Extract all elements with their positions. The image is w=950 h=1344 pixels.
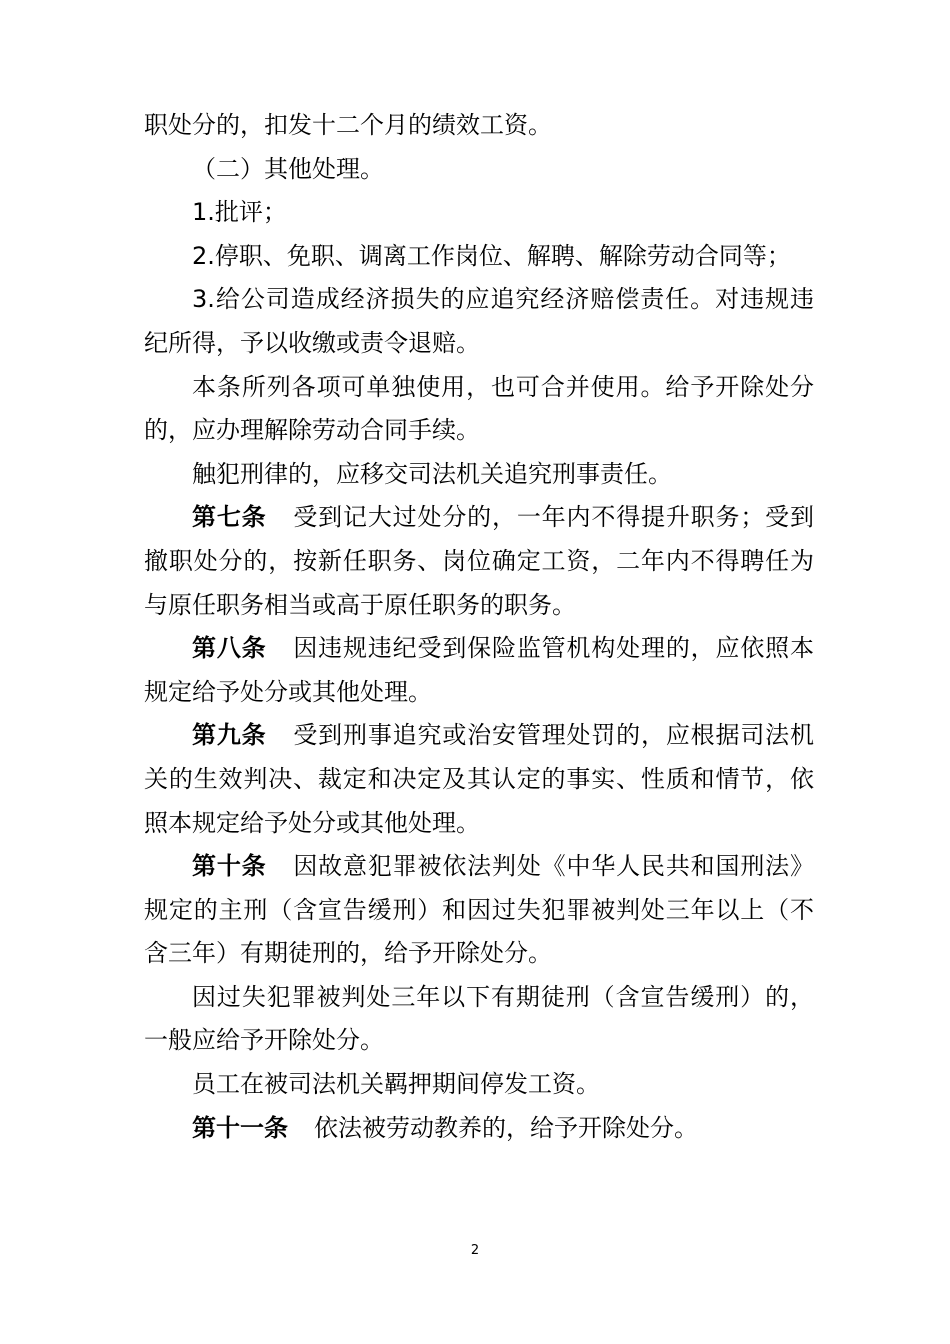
article-paragraph	[144, 496, 814, 627]
paragraph-text: 员工在被司法机关羁押期间停发工资。	[192, 1070, 600, 1099]
article-number: 第十条	[192, 852, 267, 881]
paragraph	[144, 278, 814, 365]
article-number: 第九条	[192, 721, 267, 750]
article-number: 第八条	[192, 634, 267, 663]
article-paragraph	[144, 627, 814, 714]
paragraph	[144, 191, 814, 235]
paragraph-text: 3.给公司造成经济损失的应追究经济赔偿责任。对违规违纪所得，予以收缴或责令退赔。	[144, 285, 814, 357]
paragraph	[144, 104, 814, 148]
article-paragraph	[144, 714, 814, 845]
paragraph-text: 1.批评；	[192, 198, 287, 227]
article-paragraph	[144, 845, 814, 976]
paragraph-text: 受到记大过处分的，一年内不得提升职务；受到撤职处分的，按新任职务、岗位确定工资，二年内不得聘任为与原任职务相当或高于原任职务的职务。	[144, 503, 814, 619]
paragraph	[144, 976, 814, 1063]
paragraph-text: （二）其他处理。	[192, 154, 384, 183]
paragraph	[144, 453, 814, 497]
article-number: 第十一条	[192, 1113, 288, 1142]
paragraph-text: 2.停职、免职、调离工作岗位、解聘、解除劳动合同等；	[192, 241, 791, 270]
paragraph	[144, 235, 814, 279]
article-paragraph	[144, 1107, 814, 1151]
page-number: 2	[470, 1243, 480, 1258]
document-body	[144, 104, 814, 1150]
paragraph	[144, 366, 814, 453]
paragraph-text: 因故意犯罪被依法判处《中华人民共和国刑法》规定的主刑（含宣告缓刑）和因过失犯罪被判处三年以上（不含三年）有期徒刑的，给予开除处分。	[144, 852, 814, 968]
paragraph-text: 因违规违纪受到保险监管机构处理的，应依照本规定给予处分或其他处理。	[144, 634, 814, 706]
paragraph	[144, 148, 814, 192]
article-number: 第七条	[192, 503, 267, 532]
paragraph-text: 受到刑事追究或治安管理处罚的，应根据司法机关的生效判决、裁定和决定及其认定的事实、性质和情节，依照本规定给予处分或其他处理。	[144, 721, 814, 837]
paragraph-text: 因过失犯罪被判处三年以下有期徒刑（含宣告缓刑）的，一般应给予开除处分。	[144, 982, 814, 1055]
paragraph-text: 依法被劳动教养的，给予开除处分。	[314, 1113, 698, 1142]
paragraph-text: 触犯刑律的，应移交司法机关追究刑事责任。	[192, 459, 672, 488]
paragraph-text: 职处分的，扣发十二个月的绩效工资。	[144, 111, 552, 139]
paragraph-text: 本条所列各项可单独使用，也可合并使用。给予开除处分的，应办理解除劳动合同手续。	[144, 372, 814, 445]
paragraph	[144, 1063, 814, 1107]
